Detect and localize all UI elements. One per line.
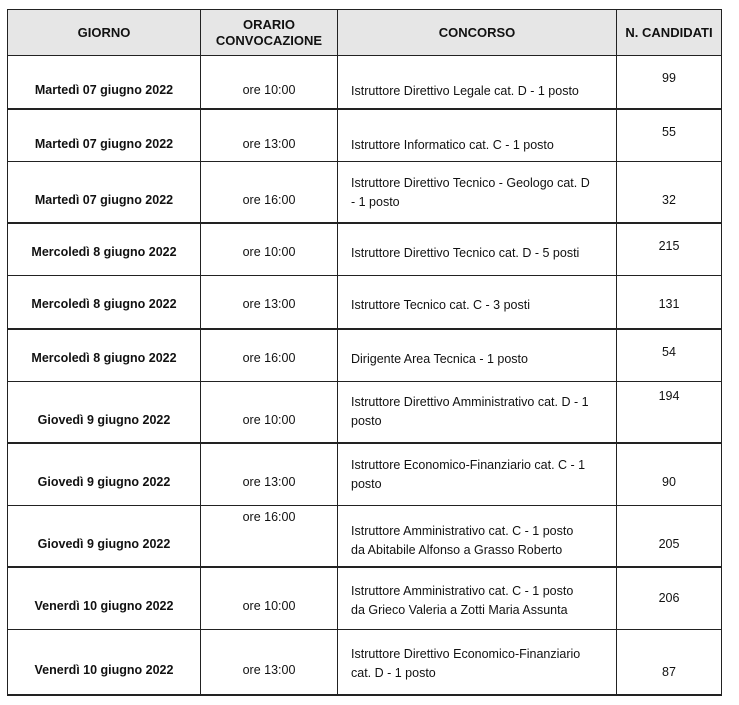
candidati-cell xyxy=(617,630,722,695)
candidati-cell xyxy=(617,56,722,109)
schedule-table xyxy=(7,9,722,696)
orario-text: ore 13:00 xyxy=(242,297,296,311)
concorso-line2: da Grieco Valeria a Zotti Maria Assunta xyxy=(351,602,568,617)
candidati-cell xyxy=(617,443,722,506)
orario-cell xyxy=(201,223,338,276)
orario-text: ore 10:00 xyxy=(242,413,296,427)
concorso-line1: Dirigente Area Tecnica - 1 posto xyxy=(351,351,528,366)
candidati-text: 205 xyxy=(658,537,680,551)
candidati-text: 206 xyxy=(658,590,680,605)
concorso-line1: Istruttore Amministrativo cat. C - 1 posto xyxy=(351,583,574,598)
giorno-text: Giovedì 9 giugno 2022 xyxy=(37,474,171,489)
concorso-line1: Istruttore Direttivo Amministrativo cat. D - 1 xyxy=(351,395,589,409)
header-candidati: N. CANDIDATI xyxy=(617,10,722,56)
candidati-cell xyxy=(617,109,722,162)
candidati-cell xyxy=(617,223,722,276)
candidati-text: 194 xyxy=(658,389,680,403)
concorso-line1: Istruttore Direttivo Tecnico - Geologo cat. D xyxy=(351,176,590,190)
table-row xyxy=(8,506,722,567)
concorso-line2: posto xyxy=(351,476,382,491)
orario-text: ore 13:00 xyxy=(242,474,296,489)
giorno-cell xyxy=(8,506,201,567)
concorso-line1: Istruttore Direttivo Legale cat. D - 1 posto xyxy=(351,84,579,98)
orario-cell xyxy=(201,329,338,382)
table-row xyxy=(8,567,722,630)
header-concorso: CONCORSO xyxy=(338,10,617,56)
concorso-cell xyxy=(338,276,617,329)
giorno-cell xyxy=(8,162,201,223)
orario-cell xyxy=(201,109,338,162)
concorso-cell xyxy=(338,329,617,382)
candidati-text: 87 xyxy=(662,665,676,679)
candidati-cell xyxy=(617,276,722,329)
giorno-text: Martedì 07 giugno 2022 xyxy=(34,136,174,151)
candidati-text: 215 xyxy=(658,238,680,253)
candidati-text: 32 xyxy=(662,193,676,207)
giorno-text: Giovedì 9 giugno 2022 xyxy=(37,413,171,427)
giorno-text: Martedì 07 giugno 2022 xyxy=(34,193,174,207)
giorno-cell xyxy=(8,443,201,506)
concorso-line2: - 1 posto xyxy=(351,195,400,209)
concorso-line1: Istruttore Direttivo Economico-Finanziario xyxy=(351,647,581,661)
concorso-cell xyxy=(338,109,617,162)
orario-cell xyxy=(201,630,338,695)
candidati-text: 54 xyxy=(662,344,676,359)
orario-text: ore 16:00 xyxy=(242,350,296,365)
giorno-text: Venerdì 10 giugno 2022 xyxy=(34,663,174,677)
table-row xyxy=(8,382,722,443)
header-orario-line1: ORARIO xyxy=(243,16,295,32)
orario-text: ore 10:00 xyxy=(242,244,296,259)
candidati-text: 55 xyxy=(662,124,676,139)
orario-cell xyxy=(201,56,338,109)
orario-cell xyxy=(201,276,338,329)
candidati-cell xyxy=(617,329,722,382)
giorno-cell xyxy=(8,329,201,382)
concorso-cell xyxy=(338,223,617,276)
orario-cell xyxy=(201,162,338,223)
orario-cell xyxy=(201,506,338,567)
concorso-line1: Istruttore Tecnico cat. C - 3 posti xyxy=(351,298,531,312)
giorno-text: Giovedì 9 giugno 2022 xyxy=(37,537,171,551)
concorso-line1: Istruttore Economico-Finanziario cat. C - 1 xyxy=(351,457,586,472)
header-orario xyxy=(201,10,338,56)
table-row xyxy=(8,223,722,276)
candidati-cell xyxy=(617,506,722,567)
concorso-line2: posto xyxy=(351,414,382,428)
giorno-cell xyxy=(8,382,201,443)
orario-text: ore 16:00 xyxy=(242,193,296,207)
orario-text: ore 13:00 xyxy=(242,663,296,677)
giorno-cell xyxy=(8,223,201,276)
concorso-cell xyxy=(338,567,617,630)
table-row xyxy=(8,162,722,223)
orario-text: ore 16:00 xyxy=(242,510,296,524)
giorno-cell xyxy=(8,567,201,630)
giorno-cell xyxy=(8,630,201,695)
candidati-text: 131 xyxy=(658,297,680,311)
giorno-text: Martedì 07 giugno 2022 xyxy=(34,83,174,97)
table-row xyxy=(8,329,722,382)
orario-text: ore 13:00 xyxy=(242,136,296,151)
header-orario-line2: CONVOCAZIONE xyxy=(215,32,323,48)
header-row xyxy=(8,10,722,56)
table-body xyxy=(8,56,722,695)
concorso-line1: Istruttore Amministrativo cat. C - 1 posto xyxy=(351,524,574,538)
concorso-cell xyxy=(338,443,617,506)
table-row xyxy=(8,56,722,109)
concorso-cell xyxy=(338,382,617,443)
concorso-line2: da Abitabile Alfonso a Grasso Roberto xyxy=(351,543,563,557)
table-row xyxy=(8,443,722,506)
concorso-line1: Istruttore Direttivo Tecnico cat. D - 5 posti xyxy=(351,245,580,260)
table-row xyxy=(8,276,722,329)
concorso-cell xyxy=(338,506,617,567)
header-giorno: GIORNO xyxy=(8,10,201,56)
giorno-text: Mercoledì 8 giugno 2022 xyxy=(31,350,177,365)
candidati-text: 90 xyxy=(662,474,676,489)
orario-text: ore 10:00 xyxy=(242,83,296,97)
giorno-text: Mercoledì 8 giugno 2022 xyxy=(31,244,177,259)
giorno-text: Mercoledì 8 giugno 2022 xyxy=(31,297,177,311)
concorso-line1: Istruttore Informatico cat. C - 1 posto xyxy=(351,137,554,152)
candidati-cell xyxy=(617,382,722,443)
candidati-cell xyxy=(617,162,722,223)
giorno-cell xyxy=(8,276,201,329)
orario-cell xyxy=(201,382,338,443)
orario-cell xyxy=(201,443,338,506)
concorso-cell xyxy=(338,630,617,695)
giorno-cell xyxy=(8,109,201,162)
concorso-cell xyxy=(338,56,617,109)
orario-text: ore 10:00 xyxy=(242,598,296,613)
giorno-cell xyxy=(8,56,201,109)
table-row xyxy=(8,109,722,162)
concorso-line2: cat. D - 1 posto xyxy=(351,666,436,680)
table-row xyxy=(8,630,722,695)
candidati-text: 99 xyxy=(662,71,676,85)
candidati-cell xyxy=(617,567,722,630)
giorno-text: Venerdì 10 giugno 2022 xyxy=(34,598,174,613)
concorso-cell xyxy=(338,162,617,223)
orario-cell xyxy=(201,567,338,630)
